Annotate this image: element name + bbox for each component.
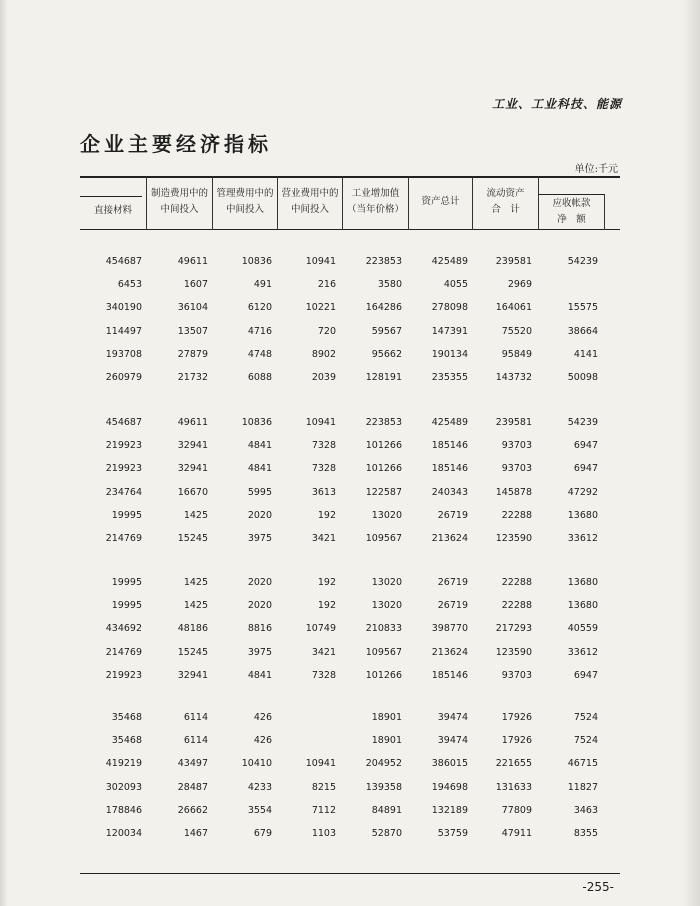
table-cell: 8902 xyxy=(311,348,336,360)
section-header: 工业、工业科技、能源 xyxy=(491,97,622,111)
table-row xyxy=(0,510,700,526)
table-cell: 210833 xyxy=(365,623,402,635)
first-col-header-rule xyxy=(80,196,142,197)
table-cell: 4716 xyxy=(247,325,272,337)
table-cell: 19995 xyxy=(111,600,142,612)
table-cell: 4748 xyxy=(247,348,272,360)
table-cell: 101266 xyxy=(365,463,402,475)
table-cell: 54239 xyxy=(567,417,598,428)
page-number: -255- xyxy=(582,880,614,894)
table-cell: 425489 xyxy=(431,417,468,428)
table-cell: 3613 xyxy=(311,486,336,498)
table-cell: 54239 xyxy=(567,256,598,267)
table-cell: 204952 xyxy=(365,758,402,770)
table-row xyxy=(0,758,700,774)
table-cell: 47292 xyxy=(567,486,598,498)
table-cell: 10941 xyxy=(305,758,336,770)
table-row xyxy=(0,577,700,593)
table-cell: 145878 xyxy=(495,486,532,498)
column-header: 直接材料 xyxy=(93,205,132,216)
column-header: 工业增加值 （当年价格） xyxy=(346,188,404,215)
table-cell: 164286 xyxy=(365,302,402,314)
table-cell: 47911 xyxy=(501,828,532,839)
table-row xyxy=(0,256,700,272)
table-cell: 10749 xyxy=(305,623,336,635)
table-cell: 143732 xyxy=(495,372,532,383)
table-cell: 386015 xyxy=(431,758,468,770)
table-cell: 13020 xyxy=(371,509,402,521)
table-row xyxy=(0,828,700,844)
table-cell: 2039 xyxy=(311,372,336,383)
table-cell: 32941 xyxy=(177,463,208,475)
table-row xyxy=(0,670,700,686)
table-cell: 77809 xyxy=(501,804,532,816)
table-row xyxy=(0,533,700,549)
table-cell: 28487 xyxy=(177,781,208,793)
table-cell: 15245 xyxy=(177,646,208,658)
table-cell: 95849 xyxy=(501,348,532,360)
table-cell: 8215 xyxy=(311,781,336,793)
table-cell: 260979 xyxy=(105,372,142,383)
table-row xyxy=(0,487,700,503)
table-cell: 223853 xyxy=(365,256,402,267)
table-row xyxy=(0,463,700,479)
table-cell: 22288 xyxy=(501,509,532,521)
column-header: 营业费用中的 中间投入 xyxy=(281,188,339,215)
table-cell: 13680 xyxy=(567,577,598,588)
table-row xyxy=(0,782,700,798)
table-cell: 3975 xyxy=(247,533,272,544)
page-title: 企业主要经济指标 xyxy=(80,132,272,156)
table-cell: 5995 xyxy=(247,486,272,498)
table-cell: 3580 xyxy=(377,279,402,291)
table-cell: 193708 xyxy=(105,348,142,360)
table-cell: 27879 xyxy=(177,348,208,360)
table-cell: 398770 xyxy=(431,623,468,635)
table-cell: 2020 xyxy=(247,600,272,612)
table-cell: 1607 xyxy=(183,279,208,291)
table-cell: 19995 xyxy=(111,509,142,521)
table-cell: 123590 xyxy=(495,646,532,658)
table-cell: 93703 xyxy=(501,463,532,475)
table-cell: 192 xyxy=(317,577,336,588)
table-cell: 1425 xyxy=(183,600,208,612)
table-cell: 419219 xyxy=(105,758,142,770)
table-cell: 4841 xyxy=(247,440,272,452)
column-header: 管理费用中的 中间投入 xyxy=(216,188,274,215)
unit-label: 单位:千元 xyxy=(574,164,618,175)
table-cell: 18901 xyxy=(371,735,402,747)
table-cell: 4055 xyxy=(443,279,468,291)
table-cell: 7112 xyxy=(311,804,336,816)
table-cell: 35468 xyxy=(111,712,142,723)
table-cell: 221655 xyxy=(495,758,532,770)
table-cell: 95662 xyxy=(371,348,402,360)
table-cell: 425489 xyxy=(431,256,468,267)
table-cell: 185146 xyxy=(431,440,468,452)
table-cell: 426 xyxy=(253,712,272,723)
table-cell: 50098 xyxy=(567,372,598,383)
table-cell: 235355 xyxy=(431,372,468,383)
table-cell: 4841 xyxy=(247,463,272,475)
table-row xyxy=(0,735,700,751)
table-cell: 93703 xyxy=(501,440,532,452)
table-row xyxy=(0,623,700,639)
table-cell: 4141 xyxy=(573,348,598,360)
table-cell: 33612 xyxy=(567,646,598,658)
table-cell: 2020 xyxy=(247,577,272,588)
header-divider xyxy=(604,194,605,230)
table-cell: 194698 xyxy=(431,781,468,793)
table-cell: 15575 xyxy=(567,302,598,314)
table-row xyxy=(0,600,700,616)
table-row xyxy=(0,372,700,388)
table-cell: 6114 xyxy=(183,712,208,723)
table-cell: 1425 xyxy=(183,509,208,521)
table-cell: 216 xyxy=(317,279,336,291)
table-cell: 4841 xyxy=(247,669,272,681)
table-cell: 131633 xyxy=(495,781,532,793)
table-cell: 192 xyxy=(317,509,336,521)
table-cell: 147391 xyxy=(431,325,468,337)
table-bottom-rule xyxy=(80,873,620,874)
table-cell: 491 xyxy=(253,279,272,291)
table-cell: 114497 xyxy=(105,325,142,337)
table-row xyxy=(0,712,700,728)
table-cell: 426 xyxy=(253,735,272,747)
table-cell: 239581 xyxy=(495,417,532,428)
table-cell: 7524 xyxy=(573,712,598,723)
table-cell: 93703 xyxy=(501,669,532,681)
table-row xyxy=(0,349,700,365)
table-cell: 3975 xyxy=(247,646,272,658)
table-cell: 7328 xyxy=(311,669,336,681)
table-cell: 132189 xyxy=(431,804,468,816)
table-cell: 6947 xyxy=(573,440,598,452)
table-cell: 7328 xyxy=(311,440,336,452)
table-cell: 6120 xyxy=(247,302,272,314)
table-cell: 10941 xyxy=(305,417,336,428)
table-cell: 13680 xyxy=(567,600,598,612)
table-row xyxy=(0,440,700,456)
table-cell: 10221 xyxy=(305,302,336,314)
table-cell: 22288 xyxy=(501,600,532,612)
table-cell: 185146 xyxy=(431,669,468,681)
table-cell: 214769 xyxy=(105,533,142,544)
table-cell: 10836 xyxy=(241,256,272,267)
table-cell: 13020 xyxy=(371,600,402,612)
table-row xyxy=(0,302,700,318)
table-cell: 16670 xyxy=(177,486,208,498)
table-cell: 6088 xyxy=(247,372,272,383)
table-cell: 3463 xyxy=(573,804,598,816)
table-cell: 13507 xyxy=(177,325,208,337)
table-cell: 13680 xyxy=(567,509,598,521)
table-cell: 213624 xyxy=(431,646,468,658)
table-cell: 240343 xyxy=(431,486,468,498)
table-cell: 48186 xyxy=(177,623,208,635)
table-cell: 59567 xyxy=(371,325,402,337)
table-cell: 2969 xyxy=(507,279,532,291)
table-cell: 340190 xyxy=(105,302,142,314)
table-cell: 6114 xyxy=(183,735,208,747)
table-cell: 101266 xyxy=(365,440,402,452)
table-cell: 454687 xyxy=(105,417,142,428)
table-cell: 53759 xyxy=(437,828,468,839)
table-cell: 43497 xyxy=(177,758,208,770)
table-cell: 84891 xyxy=(371,804,402,816)
table-cell: 1467 xyxy=(183,828,208,839)
table-cell: 234764 xyxy=(105,486,142,498)
table-cell: 7328 xyxy=(311,463,336,475)
column-header: 资产总计 xyxy=(421,196,460,207)
table-cell: 239581 xyxy=(495,256,532,267)
table-cell: 6947 xyxy=(573,669,598,681)
table-cell: 11827 xyxy=(567,781,598,793)
table-cell: 4233 xyxy=(247,781,272,793)
table-cell: 40559 xyxy=(567,623,598,635)
table-cell: 1425 xyxy=(183,577,208,588)
table-cell: 164061 xyxy=(495,302,532,314)
table-cell: 13020 xyxy=(371,577,402,588)
table-cell: 2020 xyxy=(247,509,272,521)
table-cell: 36104 xyxy=(177,302,208,314)
table-cell: 3421 xyxy=(311,646,336,658)
last-col-header-rule xyxy=(538,194,604,195)
table-cell: 10836 xyxy=(241,417,272,428)
table-cell: 49611 xyxy=(177,256,208,267)
table-cell: 32941 xyxy=(177,669,208,681)
table-cell: 6947 xyxy=(573,463,598,475)
table-cell: 49611 xyxy=(177,417,208,428)
table-cell: 26719 xyxy=(437,577,468,588)
table-cell: 33612 xyxy=(567,533,598,544)
column-header: 制造费用中的 中间投入 xyxy=(150,188,208,215)
table-cell: 219923 xyxy=(105,463,142,475)
table-cell: 52870 xyxy=(371,828,402,839)
table-cell: 17926 xyxy=(501,712,532,723)
table-top-rule xyxy=(80,176,620,178)
table-cell: 139358 xyxy=(365,781,402,793)
table-cell: 679 xyxy=(253,828,272,839)
table-row xyxy=(0,417,700,433)
table-cell: 26662 xyxy=(177,804,208,816)
table-cell: 128191 xyxy=(365,372,402,383)
table-cell: 38664 xyxy=(567,325,598,337)
table-cell: 10941 xyxy=(305,256,336,267)
table-cell: 454687 xyxy=(105,256,142,267)
table-cell: 434692 xyxy=(105,623,142,635)
table-cell: 75520 xyxy=(501,325,532,337)
table-cell: 6453 xyxy=(117,279,142,291)
table-cell: 10410 xyxy=(241,758,272,770)
table-cell: 19995 xyxy=(111,577,142,588)
table-cell: 1103 xyxy=(311,828,336,839)
table-cell: 223853 xyxy=(365,417,402,428)
table-cell: 46715 xyxy=(567,758,598,770)
table-row xyxy=(0,326,700,342)
table-cell: 185146 xyxy=(431,463,468,475)
table-cell: 192 xyxy=(317,600,336,612)
table-cell: 278098 xyxy=(431,302,468,314)
table-cell: 32941 xyxy=(177,440,208,452)
table-cell: 26719 xyxy=(437,600,468,612)
table-cell: 39474 xyxy=(437,712,468,723)
table-row xyxy=(0,805,700,821)
table-cell: 109567 xyxy=(365,533,402,544)
table-cell: 123590 xyxy=(495,533,532,544)
table-cell: 190134 xyxy=(431,348,468,360)
table-cell: 17926 xyxy=(501,735,532,747)
table-cell: 302093 xyxy=(105,781,142,793)
table-cell: 8816 xyxy=(247,623,272,635)
table-cell: 3554 xyxy=(247,804,272,816)
table-cell: 18901 xyxy=(371,712,402,723)
table-cell: 178846 xyxy=(105,804,142,816)
table-cell: 101266 xyxy=(365,669,402,681)
table-cell: 21732 xyxy=(177,372,208,383)
table-cell: 720 xyxy=(317,325,336,337)
table-cell: 109567 xyxy=(365,646,402,658)
table-cell: 120034 xyxy=(105,828,142,839)
table-cell: 8355 xyxy=(573,828,598,839)
table-cell: 26719 xyxy=(437,509,468,521)
table-cell: 214769 xyxy=(105,646,142,658)
table-cell: 39474 xyxy=(437,735,468,747)
table-row xyxy=(0,647,700,663)
table-cell: 217293 xyxy=(495,623,532,635)
column-header: 流动资产 合 计 xyxy=(486,188,525,215)
table-cell: 7524 xyxy=(573,735,598,747)
table-cell: 122587 xyxy=(365,486,402,498)
table-cell: 219923 xyxy=(105,669,142,681)
table-cell: 213624 xyxy=(431,533,468,544)
table-cell: 219923 xyxy=(105,440,142,452)
table-cell: 22288 xyxy=(501,577,532,588)
header-bottom-rule xyxy=(80,229,620,230)
table-cell: 15245 xyxy=(177,533,208,544)
table-row xyxy=(0,279,700,295)
table-cell: 35468 xyxy=(111,735,142,747)
table-cell: 3421 xyxy=(311,533,336,544)
column-header: 应收帐款 净 额 xyxy=(552,198,591,225)
